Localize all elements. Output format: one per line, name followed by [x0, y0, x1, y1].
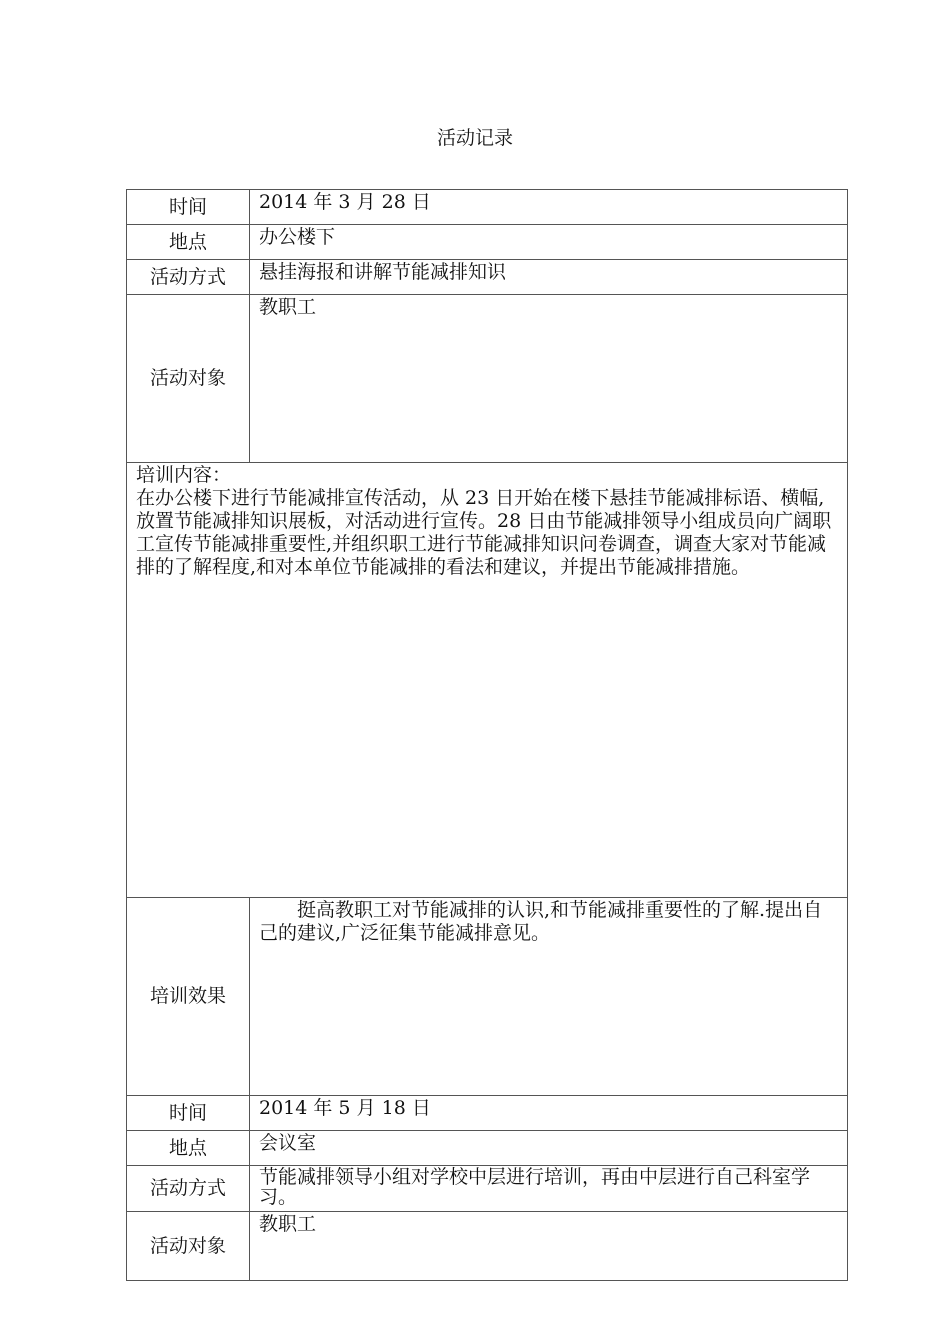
audience-row-2	[127, 1212, 848, 1281]
time-label: 时间	[127, 190, 250, 225]
audience-value-2: 教职工	[250, 1212, 848, 1281]
time-row	[127, 190, 848, 225]
training-content-row	[127, 463, 848, 898]
audience-label-2: 活动对象	[127, 1212, 250, 1281]
time-row-2	[127, 1096, 848, 1131]
activity-record-table	[126, 189, 848, 1281]
method-label-2: 活动方式	[127, 1166, 250, 1212]
audience-label: 活动对象	[127, 295, 250, 463]
time-value-2: 2014 年 5 月 18 日	[250, 1096, 848, 1131]
training-effect-cell	[250, 898, 848, 1096]
audience-value: 教职工	[250, 295, 848, 463]
method-value-2: 节能减排领导小组对学校中层进行培训，再由中层进行自己科室学习。	[250, 1166, 848, 1212]
place-value-2: 会议室	[250, 1131, 848, 1166]
training-effect-text: 挺高教职工对节能减排的认识,和节能减排重要性的了解.提出自己的建议,广泛征集节能减排意见。	[259, 899, 823, 944]
place-label: 地点	[127, 225, 250, 260]
method-value: 悬挂海报和讲解节能减排知识	[250, 260, 848, 295]
training-effect-row	[127, 898, 848, 1096]
place-row-2	[127, 1131, 848, 1166]
training-content-label: 培训内容：	[136, 464, 232, 486]
page-title: 活动记录	[436, 127, 513, 149]
place-label-2: 地点	[127, 1131, 250, 1166]
training-content-cell	[127, 463, 848, 898]
training-content-text: 在办公楼下进行节能减排宣传活动，从 23 日开始在楼下悬挂节能减排标语、横幅,放置节能减排知识展板，对活动进行宣传。28 日由节能减排领导小组成员向广阔职工宣传节能减排重要性,并组织职工进行节能减排知识问卷调查，调查大家对节能减排的了解程度,和对本单位节能减排的看法和建议，并提出节能减排措施。	[136, 487, 832, 578]
method-row	[127, 260, 848, 295]
method-label: 活动方式	[127, 260, 250, 295]
place-value: 办公楼下	[250, 225, 848, 260]
place-row	[127, 225, 848, 260]
method-row-2	[127, 1166, 848, 1212]
audience-row	[127, 295, 848, 463]
time-label-2: 时间	[127, 1096, 250, 1131]
training-effect-label: 培训效果	[127, 898, 250, 1096]
time-value: 2014 年 3 月 28 日	[250, 190, 848, 225]
